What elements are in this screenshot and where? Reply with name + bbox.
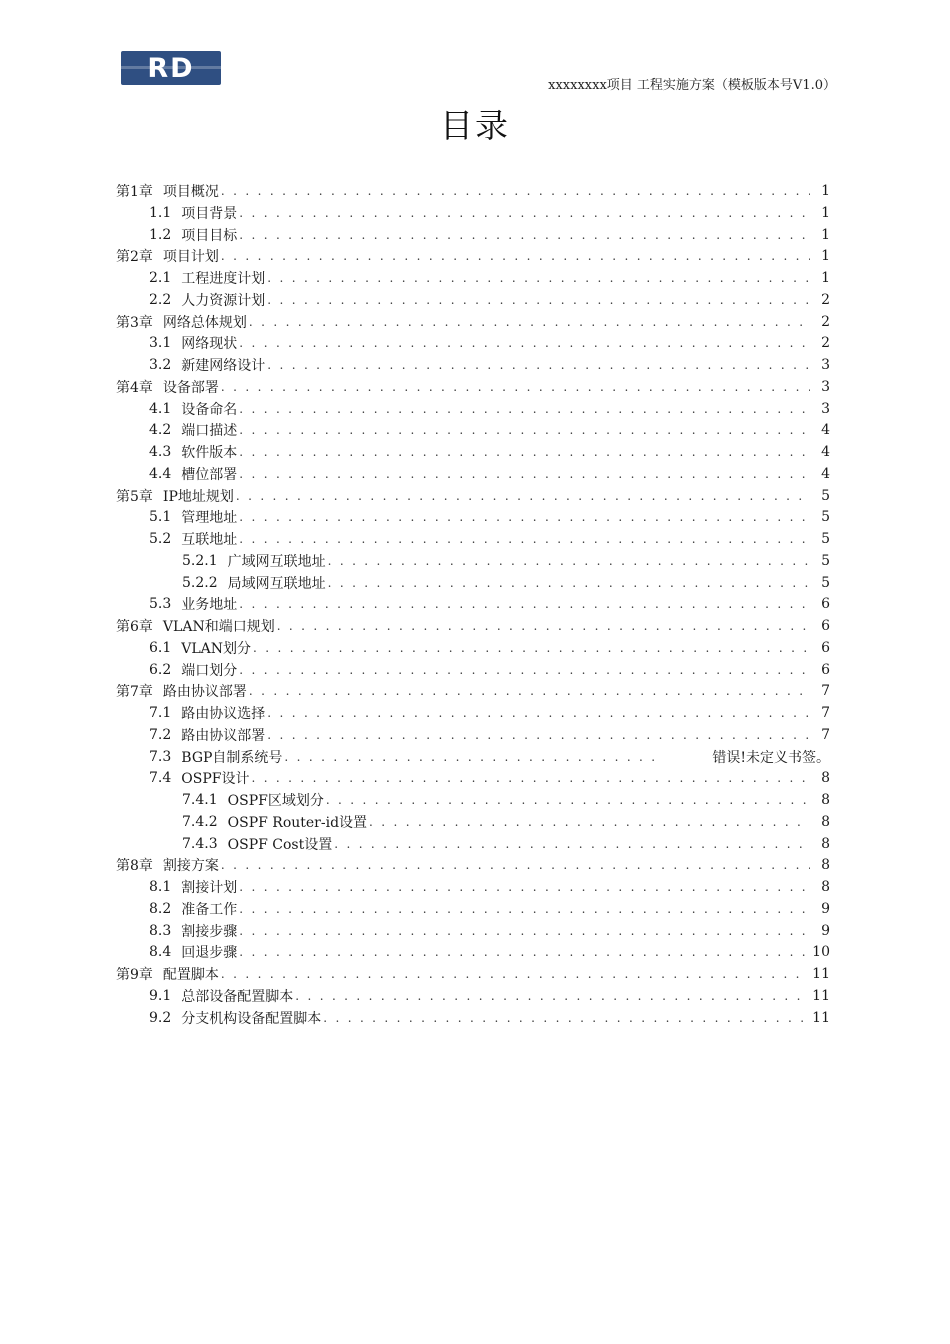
toc-entry-number: 第6章 — [116, 619, 153, 635]
toc-entry[interactable] — [116, 180, 830, 202]
toc-entry-page: 11 — [812, 966, 830, 982]
toc-entry-number: 2.1 — [149, 270, 172, 286]
toc-entry[interactable] — [149, 332, 830, 354]
toc-dot-leader — [239, 945, 806, 959]
toc-entry-title: 端口描述 — [181, 423, 238, 440]
toc-entry[interactable] — [149, 637, 830, 659]
toc-entry-number: 8.3 — [149, 922, 172, 939]
toc-entry[interactable] — [149, 1007, 830, 1029]
toc-entry-number: 5.2.2 — [182, 574, 218, 591]
toc-entry-page: 6 — [821, 661, 830, 678]
toc-entry-title: 路由协议选择 — [181, 706, 266, 722]
toc-entry[interactable] — [149, 876, 830, 898]
toc-entry-title: OSPF设计 — [181, 771, 250, 788]
toc-entry-title: 割接计划 — [181, 880, 238, 896]
toc-entry[interactable] — [149, 593, 830, 615]
toc-dot-leader — [239, 880, 810, 894]
toc-entry-page: 5 — [821, 487, 830, 504]
toc-dot-leader — [328, 554, 810, 568]
toc-entry-page: 2 — [821, 335, 830, 352]
toc-dot-leader — [326, 793, 810, 807]
toc-entry[interactable] — [149, 898, 830, 920]
toc-entry-number: 6.1 — [149, 639, 172, 656]
toc-dot-leader — [239, 206, 810, 220]
toc-entry[interactable] — [116, 311, 830, 333]
toc-entry-page: 2 — [821, 291, 830, 308]
toc-entry-title: 路由协议部署 — [162, 684, 247, 701]
toc-entry-number: 第5章 — [116, 488, 153, 505]
toc-entry-number: 7.3 — [149, 748, 172, 765]
toc-entry-number: 1.2 — [149, 226, 172, 243]
toc-entry-number: 8.1 — [149, 879, 172, 895]
toc-dot-leader — [334, 837, 810, 851]
toc-entry-number: 6.2 — [149, 661, 172, 678]
toc-entry-page: 6 — [821, 639, 830, 656]
toc-entry[interactable] — [116, 245, 830, 267]
toc-entry-title: BGP自制系统号 — [181, 749, 283, 766]
toc-entry-number: 7.1 — [149, 705, 172, 721]
toc-entry[interactable] — [182, 811, 830, 833]
toc-dot-leader — [239, 663, 810, 677]
toc-entry-page: 10 — [812, 944, 830, 961]
toc-entry-title: 互联地址 — [181, 532, 238, 548]
toc-entry-page: 4 — [821, 465, 830, 482]
toc-entry[interactable] — [182, 789, 830, 811]
toc-entry[interactable] — [182, 550, 830, 572]
toc-entry-title: 局域网互联地址 — [227, 575, 326, 592]
toc-entry-page: 5 — [821, 509, 830, 526]
toc-entry[interactable] — [149, 528, 830, 550]
toc-entry[interactable] — [116, 485, 830, 507]
toc-dot-leader — [267, 358, 810, 372]
toc-dot-leader — [239, 902, 810, 916]
document-header: xxxxxxxx项目 工程实施方案（模板版本号V1.0） — [548, 78, 836, 93]
toc-entry-title: 配置脚本 — [162, 967, 219, 983]
toc-entry-page: 8 — [821, 813, 830, 830]
toc-dot-leader — [239, 228, 810, 242]
toc-entry-page: 错误!未定义书签。 — [712, 749, 830, 766]
toc-dot-leader — [221, 380, 810, 394]
company-logo — [121, 51, 221, 85]
toc-entry[interactable] — [149, 441, 830, 463]
toc-dot-leader — [239, 924, 810, 938]
toc-entry-number: 4.1 — [149, 400, 172, 417]
toc-dot-leader — [267, 728, 810, 742]
toc-entry-number: 7.2 — [149, 726, 172, 743]
toc-entry[interactable] — [149, 289, 830, 311]
toc-entry[interactable] — [149, 941, 830, 963]
toc-entry[interactable] — [149, 398, 830, 420]
toc-entry-title: 广域网互联地址 — [227, 553, 326, 570]
toc-entry-title: IP地址规划 — [162, 488, 234, 505]
toc-entry-number: 4.2 — [149, 422, 172, 439]
toc-entry-page: 1 — [821, 270, 830, 286]
toc-entry-page: 3 — [821, 357, 830, 373]
toc-entry-page: 3 — [821, 400, 830, 417]
toc-entry-number: 9.1 — [149, 987, 172, 1004]
toc-entry-number: 第9章 — [116, 967, 153, 983]
toc-entry[interactable] — [149, 724, 830, 746]
toc-entry[interactable] — [116, 963, 830, 985]
toc-entry-page: 5 — [821, 531, 830, 547]
toc-entry-number: 5.2.1 — [182, 552, 218, 569]
toc-entry-number: 第3章 — [116, 314, 153, 331]
toc-dot-leader — [239, 532, 810, 546]
toc-entry-page: 3 — [821, 378, 830, 395]
toc-entry-page: 8 — [821, 879, 830, 895]
toc-entry[interactable] — [116, 376, 830, 398]
toc-entry-number: 9.2 — [149, 1009, 172, 1026]
toc-entry-page: 2 — [821, 313, 830, 330]
toc-dot-leader — [267, 706, 810, 720]
toc-entry-title: 设备部署 — [162, 379, 219, 396]
toc-entry-page: 8 — [821, 835, 830, 852]
toc-entry[interactable] — [116, 854, 830, 876]
toc-entry-title: 软件版本 — [181, 445, 238, 461]
toc-title: 目录 — [440, 106, 510, 145]
toc-entry-number: 5.3 — [149, 596, 172, 613]
toc-entry-title: 网络总体规划 — [162, 314, 247, 331]
toc-entry-number: 7.4 — [149, 770, 172, 787]
toc-entry[interactable] — [149, 224, 830, 246]
toc-entry-page: 11 — [812, 1009, 830, 1026]
toc-entry-number: 1.1 — [149, 204, 172, 221]
toc-dot-leader — [221, 967, 806, 981]
toc-entry-page: 7 — [821, 726, 830, 743]
toc-entry-number: 3.2 — [149, 357, 172, 373]
toc-entry-title: OSPF区域划分 — [227, 793, 324, 809]
toc-entry-page: 11 — [812, 987, 830, 1004]
toc-entry-title: 新建网络设计 — [181, 358, 266, 374]
toc-entry-page: 4 — [821, 444, 830, 460]
toc-dot-leader — [239, 336, 810, 350]
toc-entry-number: 2.2 — [149, 291, 172, 308]
toc-entry-page: 8 — [821, 792, 830, 808]
toc-entry-page: 5 — [821, 574, 830, 591]
toc-entry-page: 9 — [821, 922, 830, 939]
toc-entry[interactable] — [149, 702, 830, 724]
toc-entry[interactable] — [116, 615, 830, 637]
toc-dot-leader — [284, 750, 664, 764]
toc-dot-leader — [221, 184, 810, 198]
toc-entry-page: 6 — [821, 596, 830, 613]
toc-entry-page: 7 — [821, 683, 830, 700]
toc-dot-leader — [253, 641, 810, 655]
toc-dot-leader — [236, 489, 810, 503]
toc-entry-number: 5.1 — [149, 509, 172, 526]
toc-entry-page: 4 — [821, 422, 830, 439]
toc-entry-page: 9 — [821, 900, 830, 917]
toc-entry[interactable] — [149, 354, 830, 376]
toc-entry-title: 工程进度计划 — [181, 271, 266, 287]
toc-entry[interactable] — [182, 572, 830, 594]
toc-entry-title: 槽位部署 — [181, 466, 238, 483]
toc-dot-leader — [249, 315, 810, 329]
toc-entry[interactable] — [149, 746, 830, 768]
toc-entry-number: 第4章 — [116, 379, 153, 396]
toc-entry[interactable] — [149, 463, 830, 485]
toc-entry[interactable] — [182, 833, 830, 855]
toc-dot-leader — [221, 858, 810, 872]
toc-entry-title: 分支机构设备配置脚本 — [181, 1010, 322, 1027]
logo-text: RD — [147, 52, 195, 84]
toc-dot-leader — [323, 1011, 806, 1025]
toc-entry-title: 项目背景 — [181, 205, 238, 222]
toc-entry-title: OSPF Router-id设置 — [227, 814, 368, 831]
toc-entry-title: 设备命名 — [181, 401, 238, 418]
toc-entry-number: 4.4 — [149, 465, 172, 482]
toc-dot-leader — [369, 815, 810, 829]
toc-dot-leader — [239, 510, 810, 524]
toc-entry-title: 项目概况 — [162, 184, 219, 200]
toc-entry-title: 管理地址 — [181, 510, 238, 527]
toc-entry-title: 项目计划 — [162, 249, 219, 266]
toc-entry-page: 5 — [821, 552, 830, 569]
toc-dot-leader — [249, 684, 810, 698]
toc-entry[interactable] — [149, 202, 830, 224]
toc-entry-title: 回退步骤 — [181, 945, 238, 962]
toc-entry-number: 8.2 — [149, 900, 172, 917]
toc-dot-leader — [267, 293, 810, 307]
toc-entry-title: 路由协议部署 — [181, 727, 266, 744]
toc-entry[interactable] — [149, 767, 830, 789]
toc-dot-leader — [239, 597, 810, 611]
toc-entry-number: 8.4 — [149, 944, 172, 961]
toc-dot-leader — [295, 989, 806, 1003]
toc-entry-number: 7.4.1 — [182, 792, 218, 808]
toc-entry-title: VLAN和端口规划 — [162, 619, 275, 635]
toc-entry-number: 4.3 — [149, 444, 172, 460]
toc-dot-leader — [277, 619, 810, 633]
toc-entry-number: 第1章 — [116, 184, 153, 200]
toc-dot-leader — [239, 423, 810, 437]
toc-entry[interactable] — [149, 506, 830, 528]
toc-entry-page: 1 — [821, 226, 830, 243]
toc-entry-title: OSPF Cost设置 — [227, 836, 333, 853]
toc-dot-leader — [328, 576, 810, 590]
toc-entry-page: 6 — [821, 618, 830, 634]
toc-entry[interactable] — [149, 419, 830, 441]
toc-entry[interactable] — [149, 985, 830, 1007]
toc-entry-title: 割接方案 — [162, 858, 219, 875]
toc-entry-number: 7.4.3 — [182, 835, 218, 852]
toc-entry-title: VLAN划分 — [181, 640, 252, 657]
toc-entry-title: 网络现状 — [181, 336, 238, 353]
toc-entry-number: 5.2 — [149, 531, 172, 547]
toc-entry-title: 业务地址 — [181, 597, 238, 614]
toc-entry-page: 1 — [821, 204, 830, 221]
toc-entry-number: 7.4.2 — [182, 813, 218, 830]
toc-entry-page: 1 — [821, 183, 830, 199]
toc-entry-number: 第2章 — [116, 249, 153, 266]
toc-entry-title: 端口划分 — [181, 662, 238, 679]
toc-entry-number: 第7章 — [116, 684, 153, 701]
toc-entry[interactable] — [149, 267, 830, 289]
toc-entry-title: 割接步骤 — [181, 923, 238, 940]
toc-entry-page: 8 — [821, 770, 830, 787]
toc-entry-title: 人力资源计划 — [181, 292, 266, 309]
toc-dot-leader — [221, 249, 810, 263]
toc-entry-title: 总部设备配置脚本 — [181, 988, 294, 1005]
toc-entry[interactable] — [149, 920, 830, 942]
toc-entry-title: 准备工作 — [181, 901, 238, 918]
toc-entry[interactable] — [149, 659, 830, 681]
toc-dot-leader — [239, 402, 810, 416]
toc-dot-leader — [239, 445, 810, 459]
toc-entry[interactable] — [116, 680, 830, 702]
toc-entry-title: 项目目标 — [181, 227, 238, 244]
toc-dot-leader — [239, 467, 810, 481]
toc-entry-page: 1 — [821, 248, 830, 265]
toc-entry-page: 8 — [821, 857, 830, 874]
toc-entry-page: 7 — [821, 705, 830, 721]
toc-entry-number: 3.1 — [149, 335, 172, 352]
toc-entry-number: 第8章 — [116, 858, 153, 875]
toc-dot-leader — [251, 771, 810, 785]
toc-dot-leader — [267, 271, 810, 285]
